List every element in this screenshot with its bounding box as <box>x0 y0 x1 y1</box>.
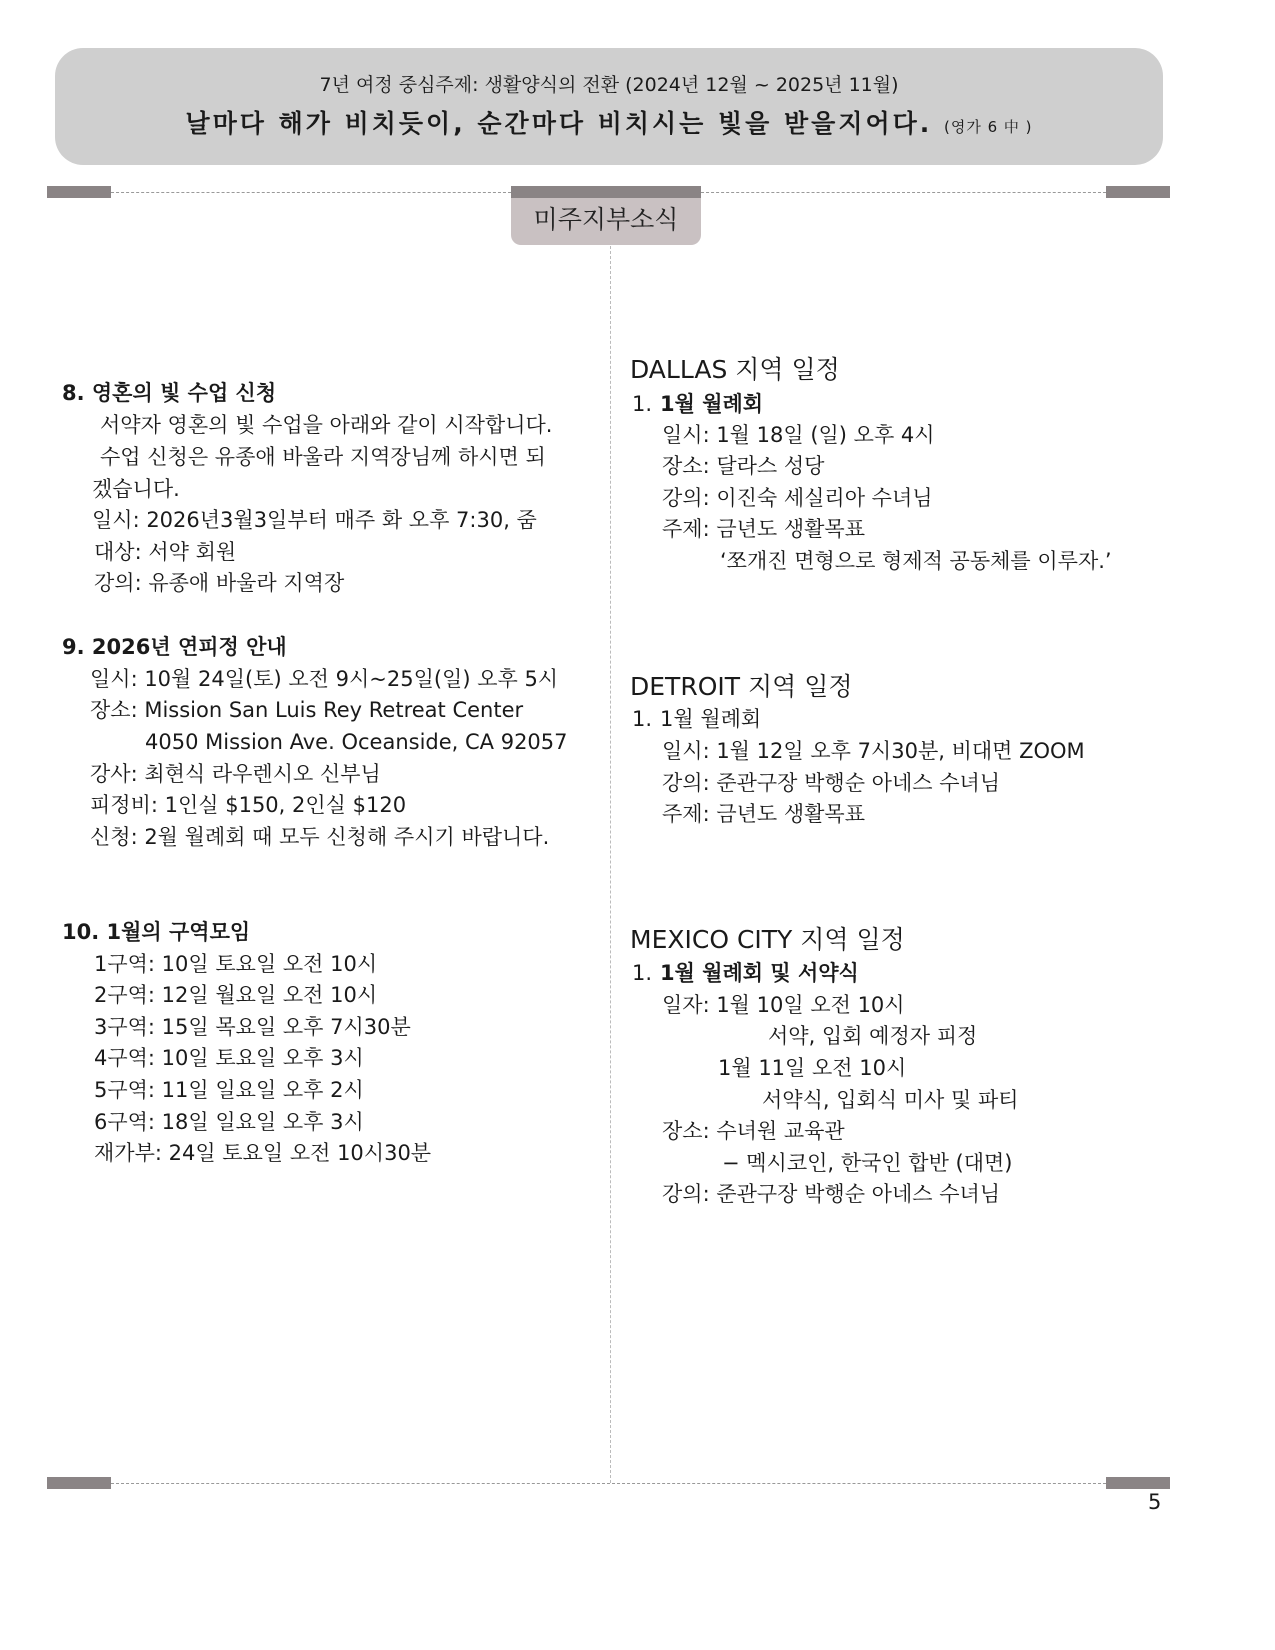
text-line: 서약자 영혼의 빛 수업을 아래와 같이 시작합니다. <box>100 413 553 437</box>
text-line: 서약식, 입회식 미사 및 파티 <box>762 1088 1019 1112</box>
item-title: 1월 월례회 <box>660 392 764 416</box>
text-line: 장소: 달라스 성당 <box>662 454 825 478</box>
text-line: 장소: 수녀원 교육관 <box>662 1119 845 1143</box>
motto-text: 날마다 해가 비치듯이, 순간마다 비치시는 빛을 받을지어다. <box>185 109 933 138</box>
text-line: 1월 11일 오전 10시 <box>718 1056 907 1080</box>
motto-source: (영가 6 中 ) <box>944 118 1033 136</box>
section-heading: 8. 영혼의 빛 수업 신청 <box>62 381 277 405</box>
text-line: 3구역: 15일 목요일 오후 7시30분 <box>94 1015 411 1039</box>
text-line: ‘쪼개진 면형으로 형제적 공동체를 이루자.’ <box>720 549 1112 573</box>
text-line: 일시: 1월 18일 (일) 오후 4시 <box>662 423 935 447</box>
section-heading: 9. 2026년 연피정 안내 <box>62 635 287 659</box>
text-line: 일시: 2026년3월3일부터 매주 화 오후 7:30, 줌 <box>92 508 537 532</box>
text-line: 1구역: 10일 토요일 오전 10시 <box>94 952 378 976</box>
text-line: 강의: 준관구장 박행순 아네스 수녀님 <box>662 771 1001 795</box>
divider-tab-left <box>47 186 111 198</box>
theme-line: 7년 여정 중심주제: 생활양식의 전환 (2024년 12월 ~ 2025년 11월) <box>319 74 899 96</box>
divider-line <box>111 192 511 193</box>
text-line: 강사: 최현식 라우렌시오 신부님 <box>90 762 381 786</box>
text-line: 재가부: 24일 토요일 오전 10시30분 <box>94 1141 432 1165</box>
region-heading: DALLAS 지역 일정 <box>630 355 840 384</box>
text-line: 강의: 이진숙 세실리아 수녀님 <box>662 486 933 510</box>
footer-line <box>111 1483 1106 1484</box>
region-heading: MEXICO CITY 지역 일정 <box>630 925 905 954</box>
divider-line <box>701 192 1106 193</box>
divider-tab-right <box>1106 186 1170 198</box>
text-line: 대상: 서약 회원 <box>94 540 237 564</box>
text-line: 강의: 유종애 바울라 지역장 <box>94 571 345 595</box>
item-number: 1. <box>632 392 653 416</box>
text-line: 주제: 금년도 생활목표 <box>662 517 865 541</box>
text-line: − 멕시코인, 한국인 합반 (대면) <box>722 1151 1013 1175</box>
text-line: 신청: 2월 월례회 때 모두 신청해 주시기 바랍니다. <box>90 825 550 849</box>
text-line: 수업 신청은 유종애 바울라 지역장님께 하시면 되 <box>100 445 546 469</box>
footer-tab-right <box>1106 1477 1170 1489</box>
page-number: 5 <box>1148 1490 1162 1514</box>
text-line: 주제: 금년도 생활목표 <box>662 802 865 826</box>
text-line: 4구역: 10일 토요일 오후 3시 <box>94 1046 364 1070</box>
text-line: 겠습니다. <box>92 477 180 501</box>
text-line: 6구역: 18일 일요일 오후 3시 <box>94 1110 364 1134</box>
text-line: 강의: 준관구장 박행순 아네스 수녀님 <box>662 1182 1001 1206</box>
text-line: 일시: 1월 12일 오후 7시30분, 비대면 ZOOM <box>662 739 1085 763</box>
item-number: 1. <box>632 707 653 731</box>
item-title: 1월 월례회 및 서약식 <box>660 961 859 985</box>
item-title: 1월 월례회 <box>660 707 762 731</box>
section-heading: 10. 1월의 구역모임 <box>62 920 251 944</box>
item-number: 1. <box>632 961 653 985</box>
region-heading: DETROIT 지역 일정 <box>630 672 853 701</box>
text-line: 장소: Mission San Luis Rey Retreat Center <box>90 698 524 722</box>
column-divider <box>610 246 611 1483</box>
text-line: 피정비: 1인실 $150, 2인실 $120 <box>90 793 407 817</box>
footer-tab-left <box>47 1477 111 1489</box>
text-line: 일자: 1월 10일 오전 10시 <box>662 993 905 1017</box>
text-line: 4050 Mission Ave. Oceanside, CA 92057 <box>145 730 568 754</box>
text-line: 서약, 입회 예정자 피정 <box>768 1024 978 1048</box>
text-line: 5구역: 11일 일요일 오후 2시 <box>94 1078 364 1102</box>
motto-line <box>55 104 1163 140</box>
text-line: 일시: 10월 24일(토) 오전 9시~25일(일) 오후 5시 <box>90 667 559 691</box>
text-line: 2구역: 12일 월요일 오전 10시 <box>94 983 378 1007</box>
section-title: 미주지부소식 <box>511 186 701 245</box>
theme-banner <box>55 48 1163 165</box>
